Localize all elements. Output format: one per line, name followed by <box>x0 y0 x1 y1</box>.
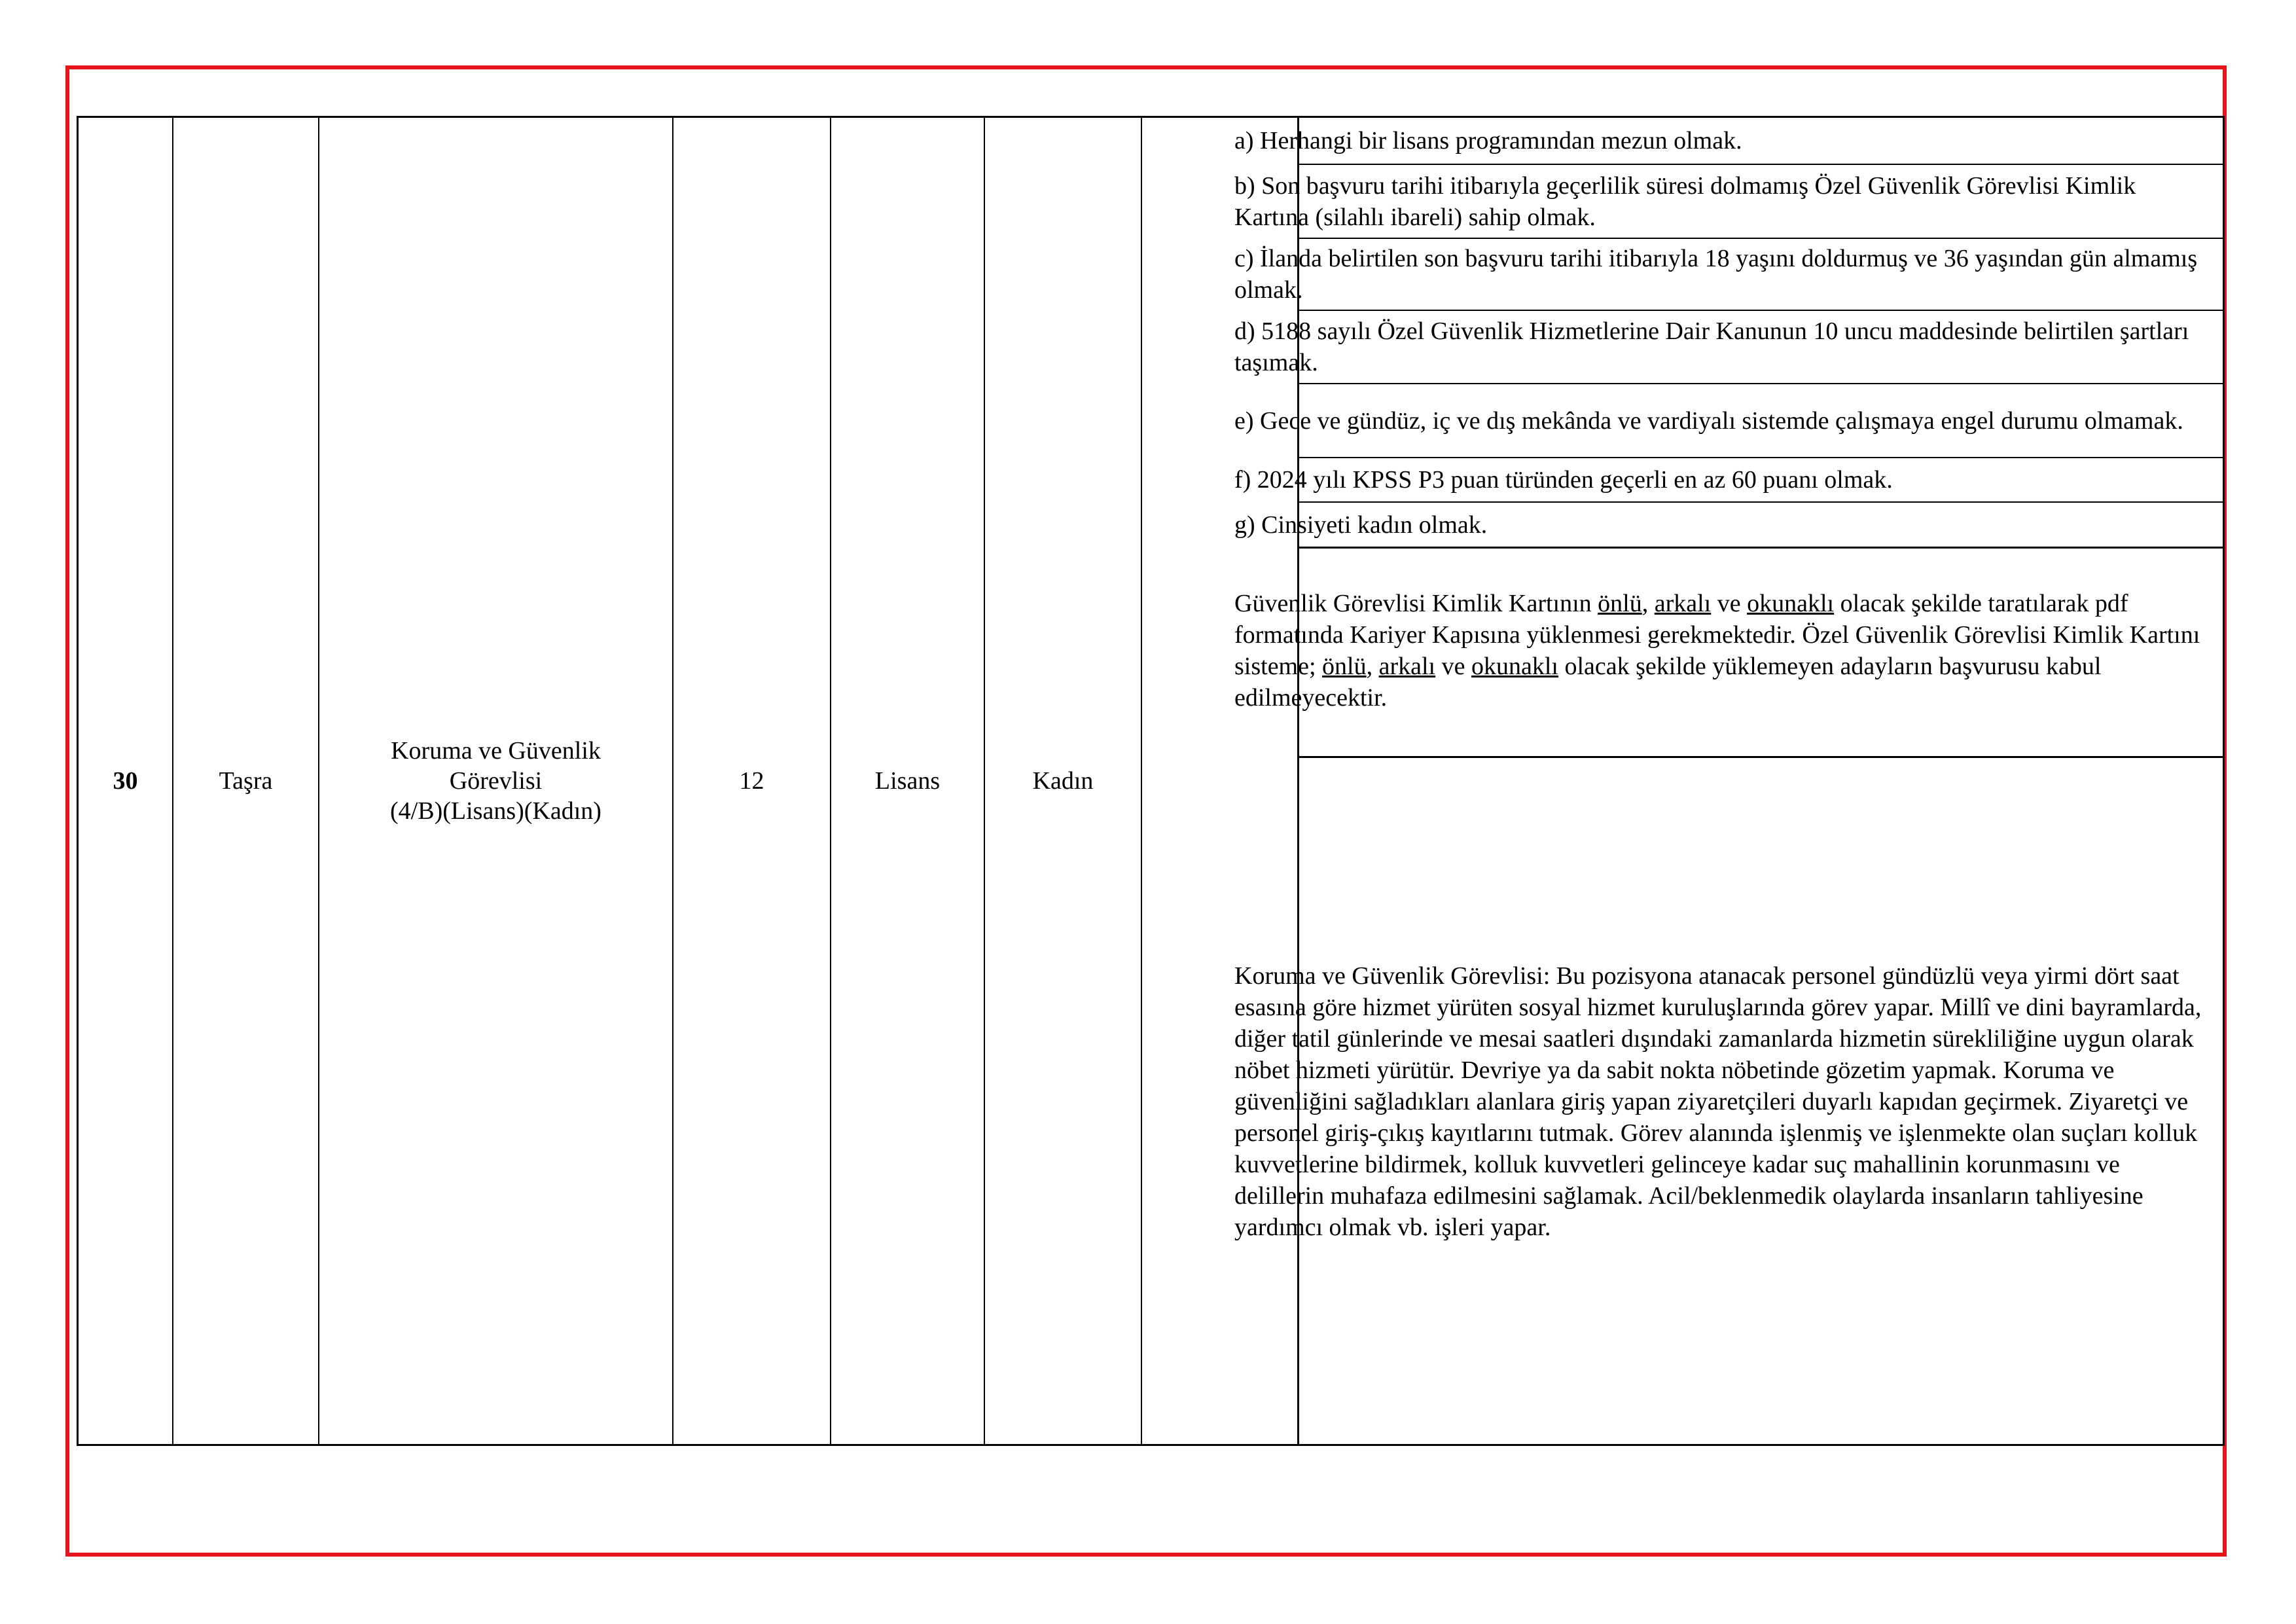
upload-note <box>1225 588 2220 713</box>
education-cell: Lisans <box>874 767 941 795</box>
note-text: Güvenlik Görevlisi Kimlik Kartının <box>1234 590 1598 617</box>
note-text: , <box>1641 590 1655 617</box>
position-title-line: Görevlisi <box>449 767 543 795</box>
note-text: ve <box>1711 590 1748 617</box>
requirement-item: g) Cinsiyeti kadın olmak. <box>1234 511 1488 539</box>
note-text: olacak şekilde yüklemeyen adayların başvurusu kabul edilmeyecektir. <box>1234 653 2102 712</box>
requirement-item: f) 2024 yılı KPSS P3 puan türünden geçerli en az 60 puanı olmak. <box>1234 466 1893 494</box>
gender-cell: Kadın <box>1032 767 1094 795</box>
note-underlined: önlü <box>1598 590 1642 617</box>
row-number: 30 <box>113 767 138 795</box>
position-title-line: (4/B)(Lisans)(Kadın) <box>390 797 601 825</box>
note-text: , <box>1366 653 1379 680</box>
note-underlined: önlü <box>1322 653 1367 680</box>
position-table <box>77 116 2225 1446</box>
requirement-item: c) İlanda belirtilen son başvuru tarihi itibarıyla 18 yaşını doldurmuş ve 36 yaşından gün almamış olmak. <box>1234 245 2198 304</box>
note-underlined: okunaklı <box>1747 590 1835 617</box>
column-divider <box>1141 118 1142 1444</box>
quota-cell: 12 <box>739 767 764 795</box>
note-text: olacak şekilde taratılarak pdf formatında Kariyer Kapısına yüklenmesi gerekmektedir. Özel Güvenlik Görevlisi Kimlik Kartını sisteme; <box>1234 590 2200 680</box>
requirement-item: b) Son başvuru tarihi itibarıyla geçerlilik süresi dolmamış Özel Güvenlik Görevlisi Kimlik Kartına (silahlı ibareli) sahip olmak. <box>1234 171 2136 231</box>
job-description: Koruma ve Güvenlik Görevlisi: Bu pozisyona atanacak personel gündüzlü veya yirmi dört saat esasına göre hizmet yürüten sosyal hizmet kuruluşlarında görev yapar. Millî ve dini bayramlarda, diğer tatil günlerinde ve mesai saatleri dışındaki zamanlarda hizmetin sürekliliğine uygun olarak nöbet hizmeti yürütür. Devriye ya da sabit nokta nöbetinde gözetim yapmak. Koruma ve güvenliğini sağladıkları alanlara giriş yapan ziyaretçileri duyarlı kapıdan geçirmek. Ziyaretçi ve personel giriş-çıkış kayıtlarını tutmak. Görev alanında işlenmiş ve işlenmekte olan suçları kolluk kuvvetlerine bildirmek, kolluk kuvvetleri gelinceye kadar suç mahallinin korunmasını ve delillerin muhafaza edilmesini sağlamak. Acil/beklenmedik olaylarda insanların tahliyesine yardımcı olmak vb. işleri yapar. <box>1234 962 2202 1241</box>
location-cell: Taşra <box>219 767 273 795</box>
position-title-cell <box>319 118 672 1444</box>
requirement-item: a) Herhangi bir lisans programından mezun olmak. <box>1234 127 1742 154</box>
note-underlined: okunaklı <box>1471 653 1558 680</box>
requirement-item: e) Gece ve gündüz, iç ve dış mekânda ve vardiyalı sistemde çalışmaya engel durumu olmamak. <box>1234 406 2183 435</box>
position-title-line: Koruma ve Güvenlik <box>391 737 601 765</box>
requirement-item: d) 5188 sayılı Özel Güvenlik Hizmetlerine Dair Kanunun 10 uncu maddesinde belirtilen şartları taşımak. <box>1234 317 2189 376</box>
note-underlined: arkalı <box>1654 590 1712 617</box>
row-divider <box>1297 547 2225 549</box>
note-text: ve <box>1435 653 1471 680</box>
note-underlined: arkalı <box>1378 653 1436 680</box>
row-divider <box>1297 756 2225 758</box>
